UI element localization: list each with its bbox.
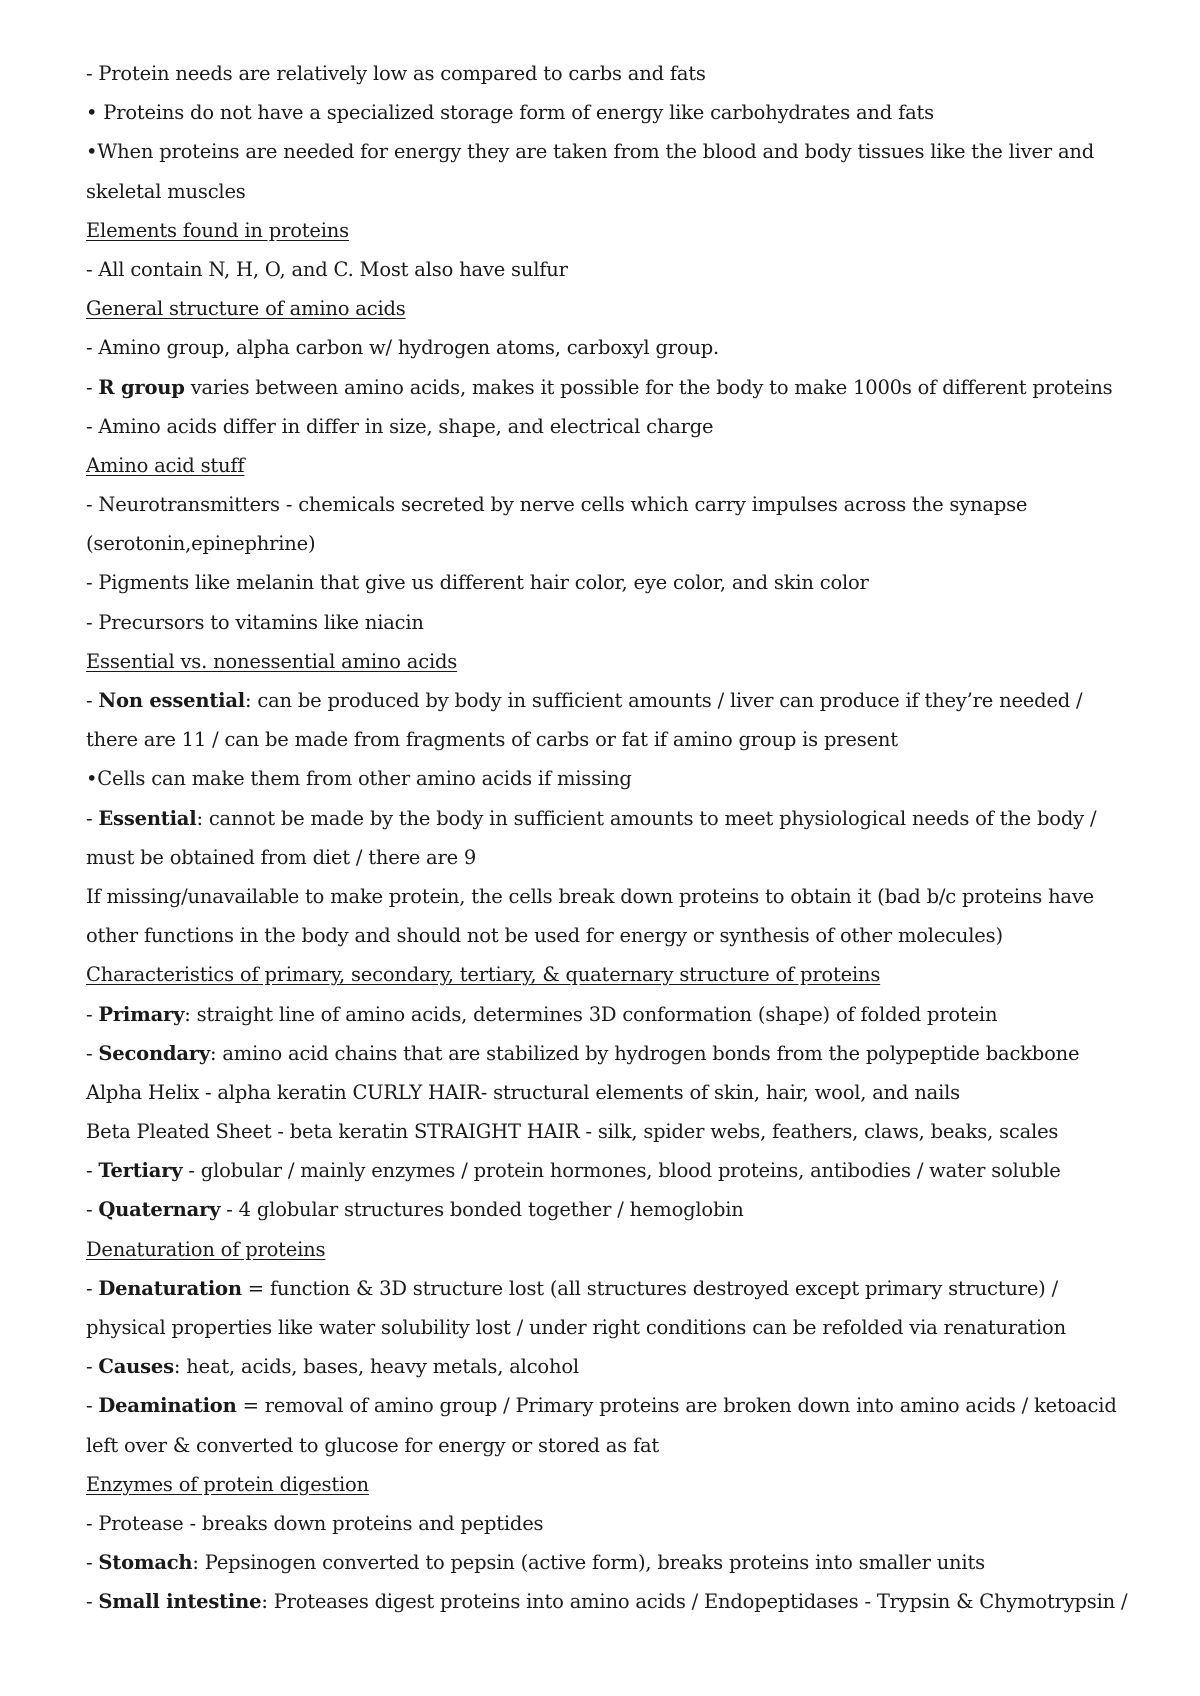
text-line: - Precursors to vitamins like niacin (86, 610, 424, 634)
line-prefix: - (86, 806, 99, 830)
line-prefix: - (86, 1355, 99, 1379)
text-line: Alpha Helix - alpha keratin CURLY HAIR- structural elements of skin, hair, wool, and nails (86, 1080, 960, 1104)
text-line: there are 11 / can be made from fragments of carbs or fat if amino group is present (86, 728, 898, 752)
line-rest: : cannot be made by the body in sufficient amounts to meet physiological needs of the body / (196, 806, 1097, 830)
text-line: skeletal muscles (86, 179, 246, 203)
section-heading: Denaturation of proteins (86, 1237, 326, 1261)
bold-term: Quaternary (98, 1198, 221, 1222)
line-rest: - globular / mainly enzymes / protein hormones, blood proteins, antibodies / water soluble (182, 1159, 1061, 1183)
text-line: - Neurotransmitters - chemicals secreted by nerve cells which carry impulses across the synapse (86, 493, 1028, 517)
bold-term: Deamination (98, 1394, 237, 1418)
text-line: physical properties like water solubility lost / under right conditions can be refolded via renaturation (86, 1316, 1066, 1339)
line-rest: : heat, acids, bases, heavy metals, alcohol (173, 1355, 579, 1379)
line-rest: : straight line of amino acids, determines 3D conformation (shape) of folded protein (184, 1002, 998, 1026)
bold-term: Denaturation (98, 1276, 242, 1300)
line-rest: - 4 globular structures bonded together / hemoglobin (220, 1198, 744, 1222)
bold-term: Essential (98, 806, 197, 830)
text-line (86, 1190, 1166, 1229)
line-rest: : Pepsinogen converted to pepsin (active form), breaks proteins into smaller units (192, 1551, 985, 1575)
text-line (86, 1151, 1166, 1190)
bold-term: Causes (98, 1355, 174, 1379)
document-page (86, 54, 1166, 1622)
line-prefix: - (86, 1276, 99, 1300)
bold-term: Primary (98, 1002, 185, 1026)
text-line: must be obtained from diet / there are 9 (86, 845, 477, 869)
text-line: - Protease - breaks down proteins and peptides (86, 1511, 544, 1535)
line-rest: = removal of amino group / Primary proteins are broken down into amino acids / ketoacid (236, 1394, 1117, 1418)
section-heading: Amino acid stuff (86, 453, 245, 477)
text-line: • Proteins do not have a specialized storage form of energy like carbohydrates and fats (86, 101, 934, 125)
line-rest: : amino acid chains that are stabilized by hydrogen bonds from the polypeptide backbone (210, 1041, 1080, 1065)
text-line: - Pigments like melanin that give us different hair color, eye color, and skin color (86, 571, 869, 595)
line-prefix: - (86, 1159, 99, 1183)
text-line: Beta Pleated Sheet - beta keratin STRAIGHT HAIR - silk, spider webs, feathers, claws, beaks, scales (86, 1120, 1059, 1144)
bold-term: Small intestine (98, 1590, 262, 1614)
bold-term: Secondary (98, 1041, 211, 1065)
text-line (86, 1582, 1166, 1621)
text-line: - Protein needs are relatively low as compared to carbs and fats (86, 62, 706, 85)
text-line (86, 1347, 1166, 1386)
text-line: - Amino acids differ in differ in size, shape, and electrical charge (86, 414, 714, 438)
bold-term: Tertiary (98, 1159, 183, 1183)
line-rest: : can be produced by body in sufficient amounts / liver can produce if they’re needed / (245, 689, 1083, 712)
line-prefix: - (86, 689, 99, 712)
text-line: •When proteins are needed for energy they are taken from the blood and body tissues like the liver and (86, 140, 1095, 164)
bold-term: Non essential (98, 689, 245, 712)
section-heading: Essential vs. nonessential amino acids (86, 649, 458, 673)
line-rest: = function & 3D structure lost (all structures destroyed except primary structure) / (241, 1276, 1058, 1300)
text-line: other functions in the body and should not be used for energy or synthesis of other molecules) (86, 924, 1003, 948)
text-line (86, 799, 1166, 838)
section-heading: General structure of amino acids (86, 297, 406, 321)
line-prefix: - (86, 1002, 99, 1026)
line-rest: varies between amino acids, makes it possible for the body to make 1000s of different proteins (184, 375, 1113, 399)
text-line (86, 1543, 1166, 1582)
line-rest: : Proteases digest proteins into amino acids / Endopeptidases - Trypsin & Chymotrypsin / (261, 1590, 1128, 1614)
section-heading: Elements found in proteins (86, 218, 349, 242)
section-heading: Enzymes of protein digestion (86, 1472, 369, 1496)
line-prefix: - (86, 375, 99, 399)
text-line (86, 1269, 1166, 1308)
text-line: •Cells can make them from other amino acids if missing (86, 767, 632, 791)
line-prefix: - (86, 1394, 99, 1418)
line-prefix: - (86, 1590, 99, 1614)
text-line: - Amino group, alpha carbon w/ hydrogen atoms, carboxyl group. (86, 336, 720, 360)
text-line: - All contain N, H, O, and C. Most also have sulfur (86, 257, 568, 281)
bold-term: Stomach (98, 1551, 193, 1575)
text-line: If missing/unavailable to make protein, the cells break down proteins to obtain it (bad b/c proteins have (86, 884, 1095, 908)
text-line (86, 1386, 1166, 1425)
line-prefix: - (86, 1198, 99, 1222)
text-line: left over & converted to glucose for energy or stored as fat (86, 1433, 660, 1457)
line-prefix: - (86, 1041, 99, 1065)
text-line (86, 995, 1166, 1034)
text-line (86, 368, 1166, 407)
section-heading: Characteristics of primary, secondary, tertiary, & quaternary structure of proteins (86, 963, 881, 987)
bold-term: R group (98, 375, 185, 399)
text-line (86, 1034, 1166, 1073)
text-line: (serotonin,epinephrine) (86, 532, 316, 556)
line-prefix: - (86, 1551, 99, 1575)
text-line (86, 681, 1166, 720)
